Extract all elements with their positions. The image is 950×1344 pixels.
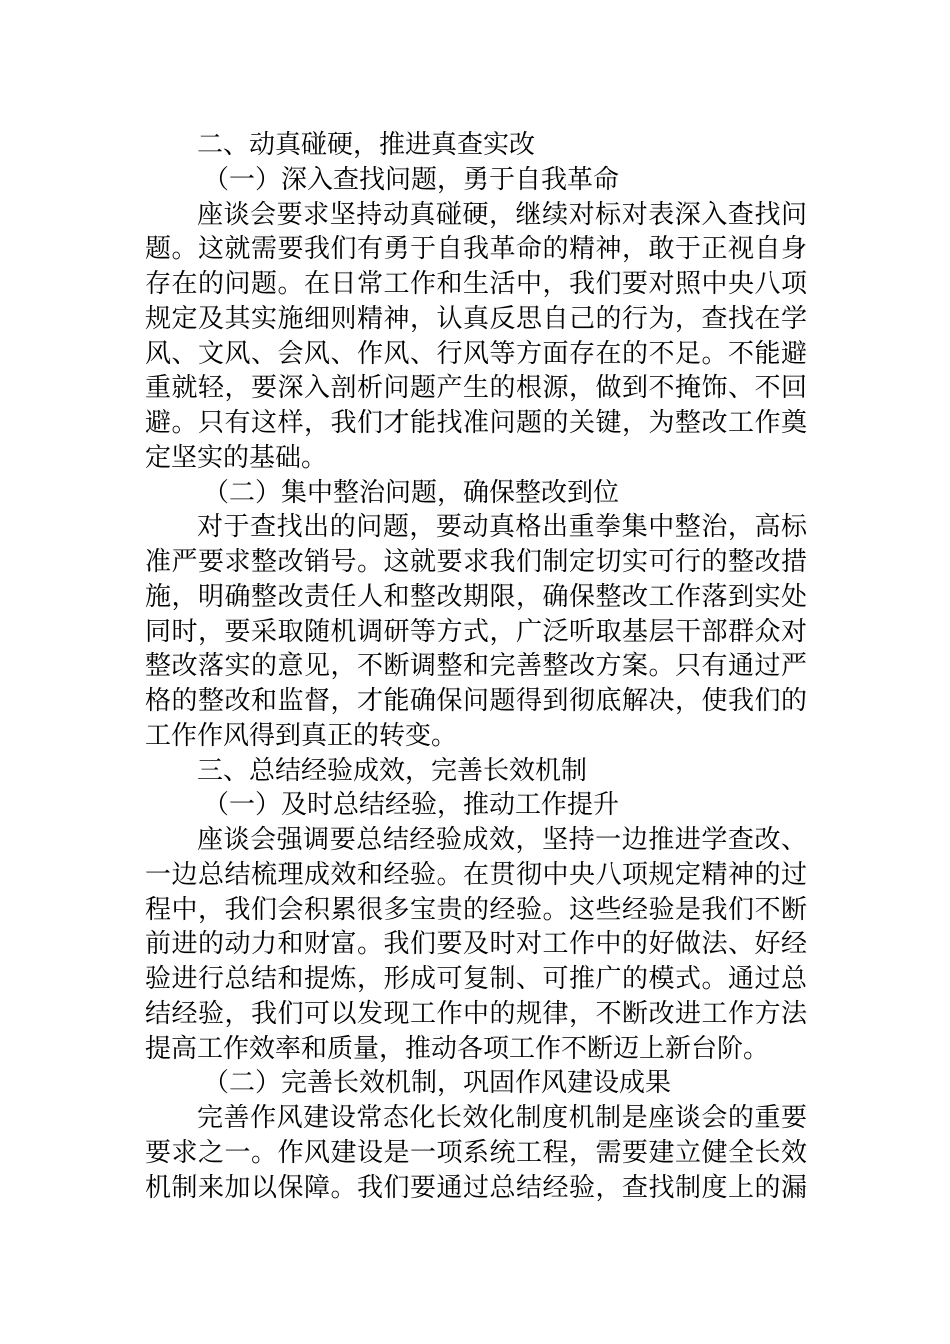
paragraph bbox=[145, 823, 807, 1066]
paragraph bbox=[145, 198, 807, 476]
paragraph bbox=[145, 510, 807, 753]
paragraph-line: 完善作风建设常态化长效化制度机制是座谈会的重要 bbox=[197, 1103, 807, 1133]
paragraph-line: 格的整改和监督，才能确保问题得到彻底解决，使我们的 bbox=[145, 686, 807, 716]
paragraph-line: 座谈会要求坚持动真碰硬，继续对标对表深入查找问 bbox=[197, 199, 807, 230]
paragraph-line: 座谈会强调要总结经验成效，坚持一边推进学查改、 bbox=[197, 825, 807, 855]
paragraph-line: 规定及其实施细则精神，认真反思自己的行为，查找在学 bbox=[145, 303, 807, 334]
paragraph-line: 要求之一。作风建设是一项系统工程，需要建立健全长效 bbox=[145, 1137, 807, 1168]
paragraph-line: 前进的动力和财富。我们要及时对工作中的好做法、好经 bbox=[145, 929, 807, 960]
paragraph-line: 提高工作效率和质量，推动各项工作不断迈上新台阶。 bbox=[145, 1033, 770, 1064]
paragraph bbox=[145, 1101, 807, 1205]
paragraph-line: 准严要求整改销号。这就要求我们制定切实可行的整改措 bbox=[145, 547, 807, 577]
paragraph-line: 一边总结梳理成效和经验。在贯彻中央八项规定精神的过 bbox=[145, 859, 807, 890]
paragraph-line: 工作作风得到真正的转变。 bbox=[145, 720, 458, 751]
paragraph-line: 风、文风、会风、作风、行风等方面存在的不足。不能避 bbox=[145, 338, 807, 369]
paragraph-line: 题。这就需要我们有勇于自我革命的精神，敢于正视自身 bbox=[145, 234, 807, 265]
section-heading: 三、总结经验成效，完善长效机制 bbox=[197, 755, 588, 786]
section-heading: 二、动真碰硬，推进真查实改 bbox=[197, 130, 536, 160]
paragraph-line: 定坚实的基础。 bbox=[145, 442, 328, 473]
subsection-heading: （一）及时总结经验，推动工作提升 bbox=[203, 790, 620, 821]
paragraph-line: 同时，要采取随机调研等方式，广泛听取基层干部群众对 bbox=[145, 616, 807, 647]
paragraph-line: 避。只有这样，我们才能找准问题的关键，为整改工作奠 bbox=[145, 408, 807, 438]
subsection-heading: （二）完善长效机制，巩固作风建设成果 bbox=[203, 1068, 672, 1099]
paragraph-line: 施，明确整改责任人和整改期限，确保整改工作落到实处 bbox=[145, 581, 807, 612]
paragraph-line: 结经验，我们可以发现工作中的规律，不断改进工作方法 bbox=[145, 998, 807, 1029]
subsection-heading: （二）集中整治问题，确保整改到位 bbox=[203, 477, 620, 508]
paragraph-line: 存在的问题。在日常工作和生活中，我们要对照中央八项 bbox=[145, 269, 807, 299]
paragraph-line: 验进行总结和提炼，形成可复制、可推广的模式。通过总 bbox=[145, 964, 807, 994]
paragraph-line: 程中，我们会积累很多宝贵的经验。这些经验是我们不断 bbox=[145, 894, 807, 925]
paragraph-line: 机制来加以保障。我们要通过总结经验，查找制度上的漏 bbox=[145, 1172, 807, 1203]
paragraph-line: 重就轻，要深入剖析问题产生的根源，做到不掩饰、不回 bbox=[145, 373, 807, 404]
subsection-heading: （一）深入查找问题，勇于自我革命 bbox=[203, 164, 620, 195]
paragraph-line: 对于查找出的问题，要动真格出重拳集中整治，高标 bbox=[197, 512, 807, 543]
paragraph-line: 整改落实的意见，不断调整和完善整改方案。只有通过严 bbox=[145, 651, 807, 682]
document-body bbox=[145, 128, 807, 1205]
